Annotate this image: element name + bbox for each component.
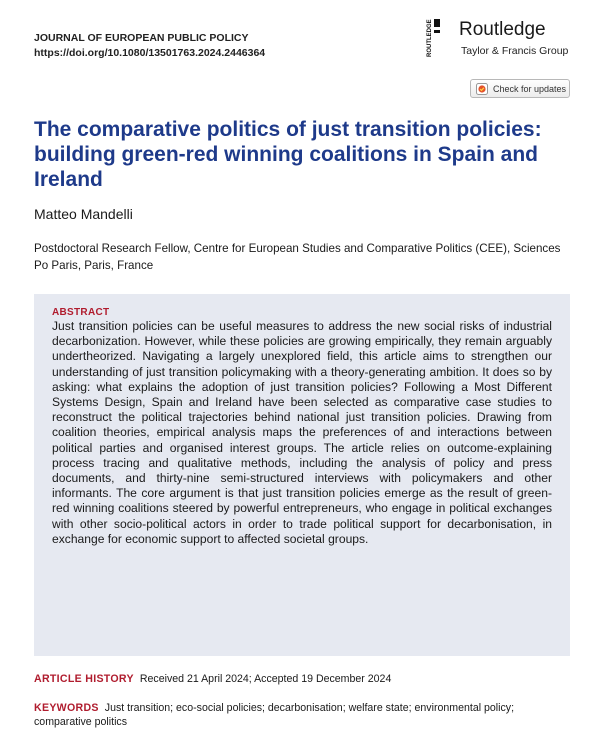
author-name[interactable]: Matteo Mandelli	[34, 206, 133, 222]
abstract-text: Just transition policies can be useful measures to address the new social risks of industrial decarbonization. However, while these policies are growing empirically, they remain arguably undertheorized. Navigating a largely unexplored field, this article aims to strengthen our understanding of just transition policymaking with a theory-generating ambition. It does so by asking: what explains the adoption of just transition policies? Following a Most Different Systems Design, Spain and Ireland have been selected as comparative case studies to reconstruct the political trajectories behind national just transition policies. Drawing from coalition theories, empirical analysis maps the preferences of and interactions between political parties and organised interest groups. The article relies on outcome-explaining process tracing and qualitative methods, including the analysis of policy and press documents, and thirty-nine semi-structured interviews with policymakers and other informants. The core argument is that just transition policies emerge as the result of green-red winning coalitions steered by powerful entrepreneurs, who engage in political exchanges with other socio-political actors in order to trade political support for decarbonisation, in exchange for economic support to affected societal groups.	[52, 319, 552, 546]
history-dates: Received 21 April 2024; Accepted 19 December 2024	[139, 673, 392, 685]
publisher-name: Routledge	[459, 19, 546, 40]
keywords-list: Just transition; eco-social policies; decarbonisation; welfare state; environmental policy; comparative politics	[34, 702, 515, 728]
routledge-logo-icon	[425, 17, 441, 57]
article-title: The comparative politics of just transition policies: building green-red winning coalitions in Spain and Ireland	[34, 118, 542, 191]
keywords	[34, 701, 574, 729]
article-history	[34, 673, 391, 685]
check-for-updates-button[interactable]	[470, 79, 570, 98]
author-affiliation: Postdoctoral Research Fellow, Centre for European Studies and Comparative Politics (CEE), Sciences Po Paris, Paris, France	[34, 242, 561, 272]
doi-link[interactable]: https://doi.org/10.1080/13501763.2024.2446364	[34, 47, 266, 59]
check-updates-icon	[476, 83, 488, 95]
check-updates-label: Check for updates	[493, 83, 567, 94]
abstract-box	[34, 294, 570, 656]
publisher-logo	[425, 13, 575, 63]
keywords-label: KEYWORDS	[34, 702, 99, 714]
journal-header	[34, 31, 265, 61]
svg-text:ROUTLEDGE: ROUTLEDGE	[427, 19, 433, 57]
publisher-group: Taylor & Francis Group	[461, 45, 569, 57]
abstract-label: ABSTRACT	[52, 307, 110, 318]
journal-name: JOURNAL OF EUROPEAN PUBLIC POLICY	[34, 32, 249, 44]
history-label: ARTICLE HISTORY	[34, 673, 134, 685]
